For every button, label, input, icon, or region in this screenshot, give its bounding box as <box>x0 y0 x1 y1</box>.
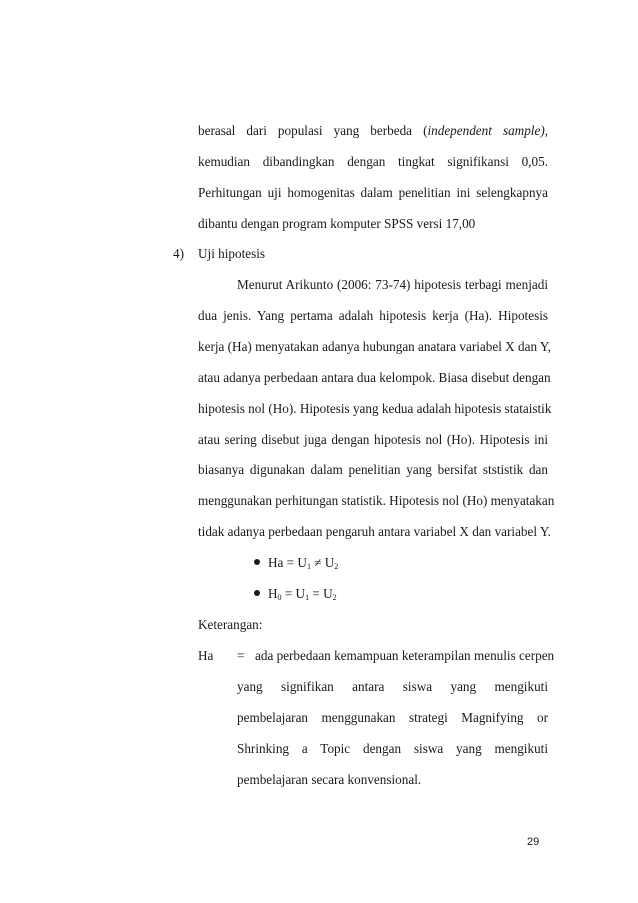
paragraph2-line3: kerja (Ha) menyatakan adanya hubungan anatara variabel X dan Y, <box>198 339 551 354</box>
paragraph2-line4: atau adanya perbedaan antara dua kelompok. Biasa disebut dengan <box>198 370 551 385</box>
keterangan-line3: pembelajaran menggunakan strategi Magnifying or <box>237 710 548 725</box>
bullet-icon <box>254 590 260 596</box>
paragraph2-line1: Menurut Arikunto (2006: 73-74) hipotesis terbagi menjadi <box>237 277 548 292</box>
keterangan-line1: ada perbedaan kemampuan keterampilan menulis cerpen <box>255 648 555 663</box>
paragraph2-line2: dua jenis. Yang pertama adalah hipotesis kerja (Ha). Hipotesis <box>198 308 548 323</box>
keterangan-term: Ha <box>198 648 214 663</box>
section-number: 4) <box>173 246 184 261</box>
formula-ha: $Ha = U_1 \ne U_2$ <box>254 555 338 571</box>
keterangan-heading: Keterangan: <box>198 617 263 632</box>
bullet-icon <box>254 559 260 565</box>
paragraph2-line6: atau sering disebut juga dengan hipotesis nol (Ho). Hipotesis ini <box>198 432 548 447</box>
keterangan-line2: yang signifikan antara siswa yang mengikuti <box>237 679 548 694</box>
paragraph2-line8: menggunakan perhitungan statistik. Hipotesis nol (Ho) menyatakan <box>198 493 555 508</box>
keterangan-equals: = <box>237 648 245 663</box>
paragraph1-line2: kemudian dibandingkan dengan tingkat signifikansi 0,05. <box>198 154 548 169</box>
paragraph1-line4: dibantu dengan program komputer SPSS versi 17,00 <box>198 216 476 231</box>
paragraph1-line3: Perhitungan uji homogenitas dalam penelitian ini selengkapnya <box>198 185 548 200</box>
keterangan-line4: Shrinking a Topic dengan siswa yang mengikuti <box>237 741 548 756</box>
paragraph2-line9: tidak adanya perbedaan pengaruh antara variabel X dan variabel Y. <box>198 524 551 539</box>
keterangan-line5: pembelajaran secara konvensional. <box>237 772 422 787</box>
section-title: Uji hipotesis <box>198 246 266 261</box>
paragraph1-line1: berasal dari populasi yang berbeda (independent sample), <box>198 123 549 138</box>
paragraph2-line7: biasanya digunakan dalam penelitian yang bersifat ststistik dan <box>198 462 548 477</box>
page-number: 29 <box>527 836 540 848</box>
formula-h0: $H_0 = U_1 = U_2$ <box>254 586 337 602</box>
paragraph2-line5: hipotesis nol (Ho). Hipotesis yang kedua adalah hipotesis stataistik <box>198 401 552 416</box>
